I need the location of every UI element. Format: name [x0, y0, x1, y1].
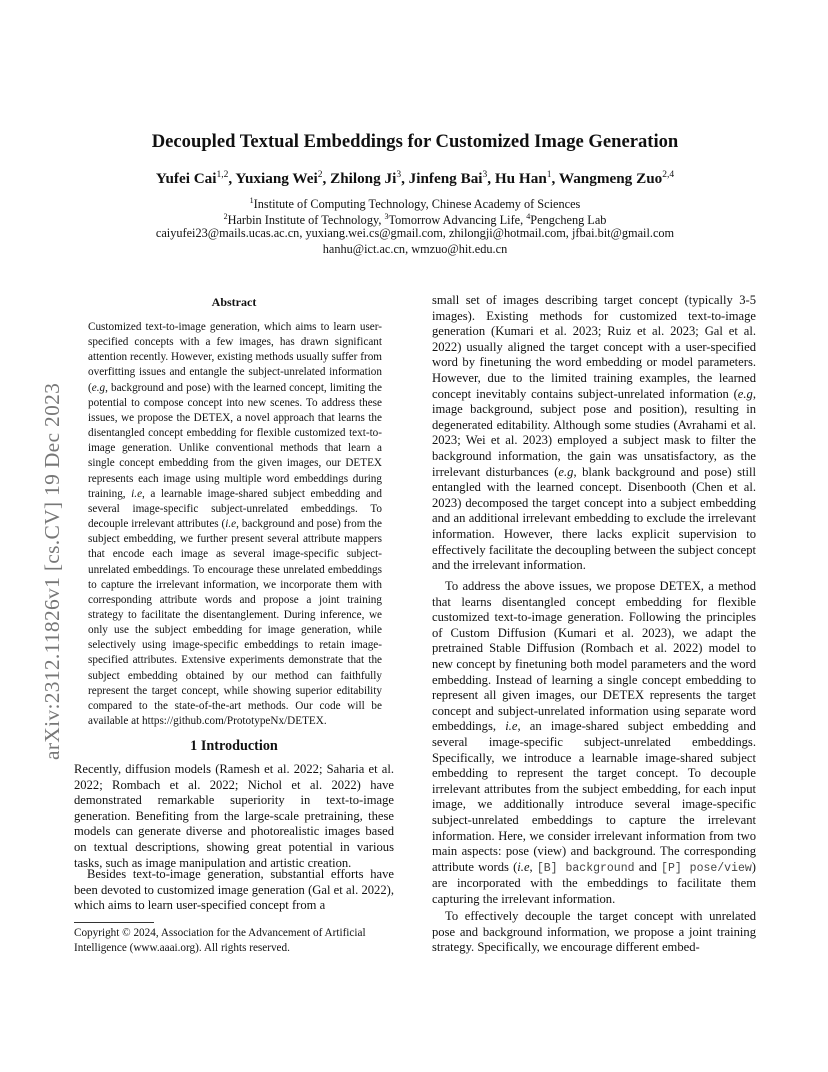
author-name: Jinfeng Bai	[408, 170, 483, 188]
right-column-paragraph-1: small set of images describing target concept (typically 3-5 images). Existing methods for customized text-to-image generation (Kumari et al. 2023; Ruiz et al. 2023; Gal et al. 2022) usually aligned the target concept with a user-specified word by finetuning the word embedding or model parameters. However, due to the limited training examples, the learned concept inevitably contains subject-unrelated information (e.g, image background, subject pose and position), resulting in degenerated editability. Although some studies (Avrahami et al. 2023; Wei et al. 2023) employed a subject mask to filter the background information, the gain was unsatisfactory, as the irrelevant disturbances (e.g, blank background and pose) still entangled with the learned concept. Disenbooth (Chen et al. 2023) decomposed the target concept into a subject embedding and an additional irrelevant embedding to exclude the irrelevant information. However, there lacks explicit supervision to effectively facilitate the decoupling between the subject concept and the irrelevant information.	[432, 293, 756, 573]
author-name: Yufei Cai	[155, 170, 217, 188]
copyright-footnote: Copyright © 2024, Association for the Advancement of Artificial Intelligence (www.aaai.org). All rights reserved.	[74, 927, 366, 954]
intro-paragraph-2: Besides text-to-image generation, substantial efforts have been devoted to customized image generation (Gal et al. 2022), which aims to learn user-specified concept from a	[74, 867, 394, 913]
author-affil-sup: 1	[546, 170, 552, 180]
footnote-rule	[74, 922, 154, 923]
attribute-word-background: [B] background	[536, 861, 635, 875]
author-affil-sup: 2	[317, 170, 323, 180]
arxiv-identifier: arXiv:2312.11826v1 [cs.CV] 19 Dec 2023	[40, 382, 64, 760]
author-name: Wangmeng Zuo	[558, 170, 663, 188]
author-name: Hu Han	[494, 170, 547, 188]
author-affil-sup: 1,2	[216, 170, 229, 180]
paper-title: Decoupled Textual Embeddings for Customized Image Generation	[151, 131, 679, 152]
abstract-heading: Abstract	[211, 295, 257, 309]
author-affil-sup: 2,4	[662, 170, 675, 180]
author-list: Yufei Cai$^{1,2}$, Yuxiang Wei$^2$, Zhilong Ji$^3$, Jinfeng Bai$^3$, Hu Han$^1$, Wangmeng Zuo$^{2,4}$	[155, 170, 675, 188]
abstract-body: Customized text-to-image generation, which aims to learn user-specified concepts with a few images, has drawn significant attention recently. However, existing methods usually suffer from overfitting issues and entangle the subject-unrelated information (e.g, background and pose) with the learned concept, limiting the potential to compose concept into new scenes. To address these issues, we propose the DETEX, a novel approach that learns the disentangled concept embedding for flexible customized text-to-image generation. Unlike conventional methods that learn a single concept embedding from the given images, our DETEX represents each image using multiple word embeddings during training, i.e, a learnable image-shared subject embedding and several image-specific subject-unrelated embeddings. To decouple irrelevant attributes (i.e, background and pose) from the subject embedding, we further present several attribute mappers that encode each image as several image-specific subject-unrelated embeddings. To encourage these unrelated embeddings to capture the irrelevant information, we incorporate them with corresponding attribute words and propose a joint training strategy to facilitate the disentanglement. During inference, we only use the subject embedding for image generation, while selectively using image-specific embeddings to retain image-specified attributes. Extensive experiments demonstrate that the subject embedding obtained by our method can faithfully represent the target concept, while showing superior editability compared to the state-of-the-art methods. Our code will be available at https://github.com/PrototypeNx/DETEX.	[88, 321, 382, 728]
attribute-word-pose: [P] pose/view	[661, 861, 752, 875]
right-column-paragraph-3: To effectively decouple the target concept with unrelated pose and background information, we propose a joint training strategy. Specifically, we encourage different embed-	[432, 909, 756, 955]
author-affil-sup: 3	[482, 170, 488, 180]
intro-paragraph-1: Recently, diffusion models (Ramesh et al. 2022; Saharia et al. 2022; Rombach et al. 2022; Nichol et al. 2022) have demonstrated remarkable superiority in text-to-image generation. Benefiting from the large-scale pretraining, these models can generate diverse and photorealistic images based on textual descriptions, showing great potential in various tasks, such as image manipulation and artistic creation.	[74, 762, 394, 870]
author-affil-sup: 3	[396, 170, 402, 180]
author-name: Yuxiang Wei	[235, 170, 318, 188]
author-emails-line-2: hanhu@ict.ac.cn, wmzuo@hit.edu.cn	[322, 242, 508, 256]
section-heading-introduction: 1 Introduction	[190, 738, 278, 754]
right-column-paragraph-2: To address the above issues, we propose DETEX, a method that learns disentangled concept embedding for flexible customized text-to-image generation. Following the principles of Custom Diffusion (Kumari et al. 2023), we adapt the pretrained Stable Diffusion (Rombach et al. 2022) model to new concept by finetuning both model parameters and the word embedding. Instead of learning a single concept embedding to represent all given images, our DETEX represents the target concept and subject-unrelated information using separate word embeddings, i.e, an image-shared subject embedding and several image-specific subject-unrelated embeddings. Specifically, we introduce a learnable image-shared subject embedding to represent the target concept. To decouple irrelevant attributes from the subject embedding, for each input image, we additionally introduce several image-specific subject-unrelated embeddings to capture the irrelevant information. Here, we consider irrelevant information from two main aspects: pose (view) and background. The corresponding attribute words (i.e, [B] background and [P] pose/view) are incorporated with the embeddings to facilitate them capturing the irrelevant information.	[432, 579, 756, 906]
affiliation-line-1: $^1$Institute of Computing Technology, Chinese Academy of Sciences	[249, 196, 581, 212]
author-name: Zhilong Ji	[330, 170, 397, 188]
author-emails-line-1: caiyufei23@mails.ucas.ac.cn, yuxiang.wei.cs@gmail.com, zhilongji@hotmail.com, jfbai.bit@gmail.com	[155, 226, 675, 240]
affiliation-line-2: $^2$Harbin Institute of Technology, $^3$Tomorrow Advancing Life, $^4$Pengcheng Lab	[223, 212, 607, 228]
arxiv-margin-stamp	[20, 284, 64, 760]
